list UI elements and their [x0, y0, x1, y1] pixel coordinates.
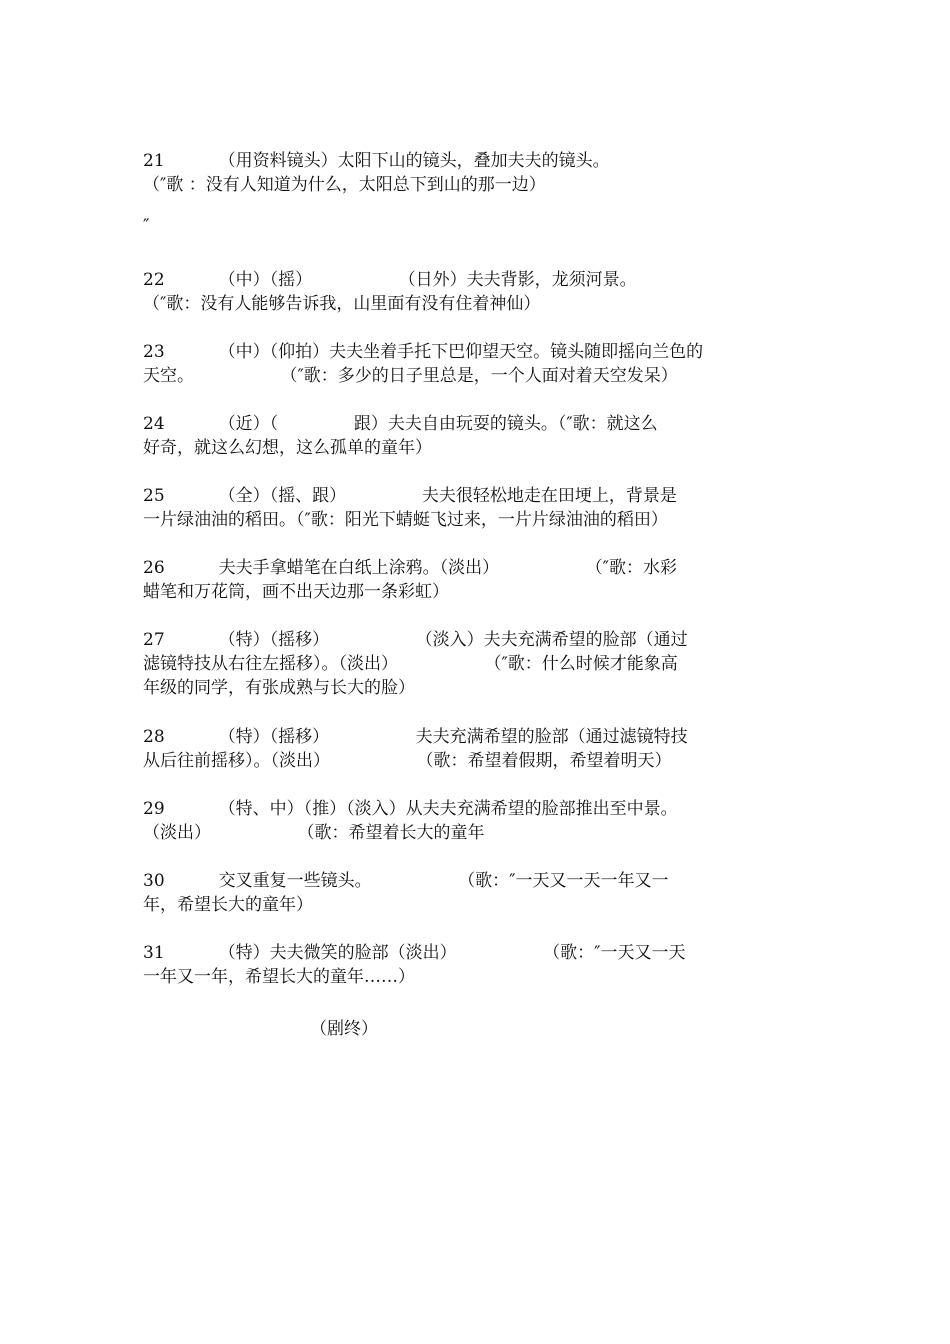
scene-25-line-2: 一片绿油油的稻田。（″歌：阳光下蜻蜓飞过来，一片片绿油油的稻田） — [143, 510, 668, 530]
scene-26-line-1: 26 夫夫手拿蜡笔在白纸上涂鸦。（淡出） （″歌：水彩 — [143, 558, 677, 578]
scene-22-line-1: 22 （中）（摇） （日外）夫夫背影，龙须河景。 — [143, 270, 637, 290]
ending-mark: （剧终） — [310, 1019, 378, 1039]
scene-30-line-2: 年，希望长大的童年） — [143, 895, 313, 915]
scene-30-line-1: 30 交叉重复一些镜头。 （歌：″一天又一天一年又一 — [143, 871, 669, 891]
scene-31-line-1: 31 （特）夫夫微笑的脸部（淡出） （歌：″一天又一天 — [143, 943, 686, 963]
scene-29-line-1: 29 （特、中）（推）（淡入）从夫夫充满希望的脸部推出至中景。 — [143, 799, 678, 819]
scene-29-line-2: （淡出） （歌：希望着长大的童年 — [143, 823, 485, 843]
scene-23-line-1: 23 （中）（仰拍）夫夫坐着手托下巴仰望天空。镜头随即摇向兰色的 — [143, 342, 704, 362]
scene-25-line-1: 25 （全）（摇、跟） 夫夫很轻松地走在田埂上，背景是 — [143, 486, 677, 506]
scene-24-line-1: 24 （近）（ 跟）夫夫自由玩耍的镜头。（″歌：就这么 — [143, 414, 658, 434]
scene-27-line-1: 27 （特）（摇移） （淡入）夫夫充满希望的脸部（通过 — [143, 630, 688, 650]
scene-21-line-1: 21 （用资料镜头）太阳下山的镜头，叠加夫夫的镜头。 — [143, 151, 610, 171]
scene-21-line-2: （″歌 ：没有人知道为什么，太阳总下到山的那一边） — [143, 175, 546, 195]
scene-24-line-2: 好奇，就这么幻想，这么孤单的童年） — [143, 438, 432, 458]
stray-quote-mark: ″ — [143, 216, 150, 236]
scene-28-line-1: 28 （特）（摇移） 夫夫充满希望的脸部（通过滤镜特技 — [143, 727, 688, 747]
scene-23-line-2: 天空。 （″歌：多少的日子里总是，一个人面对着天空发呆） — [143, 366, 678, 386]
scene-22-line-2: （″歌：没有人能够告诉我，山里面有没有住着神仙） — [143, 294, 541, 314]
scene-27-line-3: 年级的同学，有张成熟与长大的脸） — [143, 678, 415, 698]
scene-27-line-2: 滤镜特技从右往左摇移）。（淡出） （″歌：什么时候才能象高 — [143, 654, 678, 674]
scene-26-line-2: 蜡笔和万花筒，画不出天边那一条彩虹） — [143, 582, 449, 602]
scene-28-line-2: 从后往前摇移）。（淡出） （歌：希望着假期，希望着明天） — [143, 751, 672, 771]
scene-31-line-2: 一年又一年，希望长大的童年……） — [143, 967, 415, 987]
